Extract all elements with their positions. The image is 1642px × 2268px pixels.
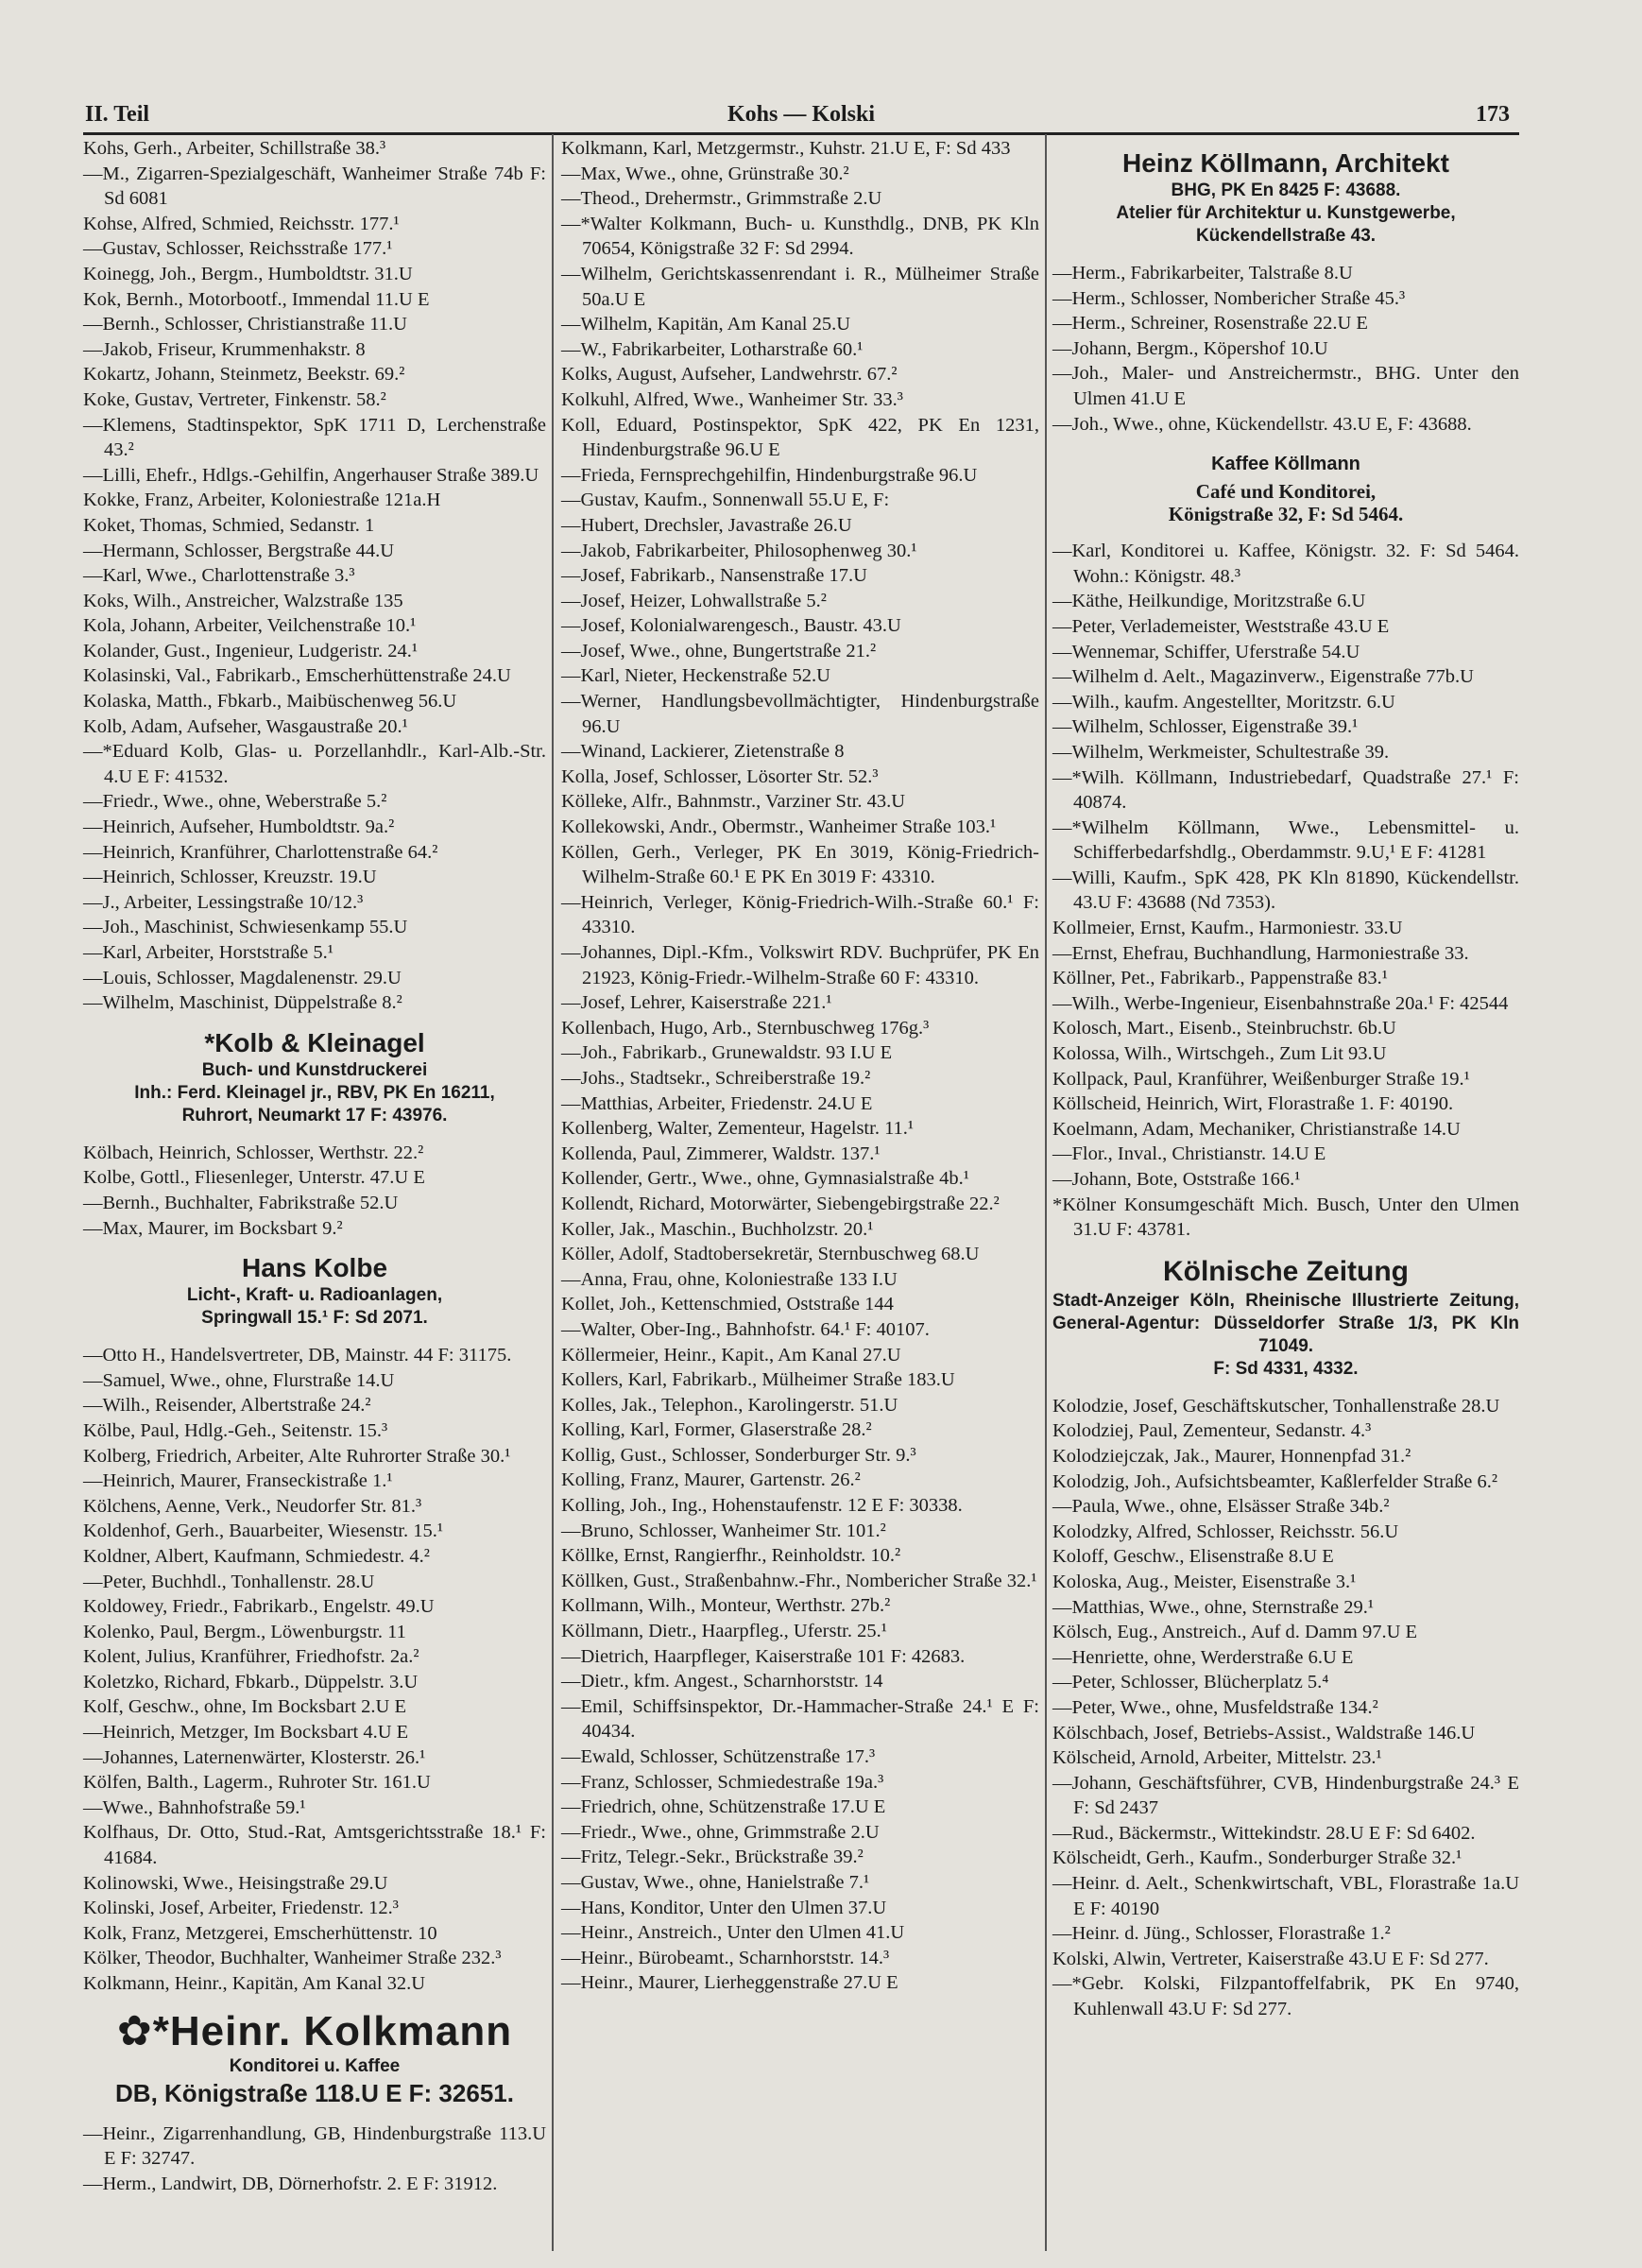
directory-entry: —Johs., Stadtsekr., Schreiberstraße 19.² <box>561 1067 871 1089</box>
directory-entry: Koloff, Geschw., Elisenstraße 8.U E <box>1052 1546 1334 1568</box>
directory-entry: Koks, Wilh., Anstreicher, Walzstraße 135 <box>83 590 403 611</box>
section-label: II. Teil <box>85 102 150 127</box>
directory-entry: Koldner, Albert, Kaufmann, Schmiedestr. 4.² <box>83 1545 430 1567</box>
directory-entry: —Wilhelm, Kapitän, Am Kanal 25.U <box>561 314 851 335</box>
directory-entry: —Emil, Schiffsinspektor, Dr.-Hammacher-Straße 24.¹ E F: 40434. <box>561 1695 1039 1743</box>
directory-entry: —Heinrich, Kranführer, Charlottenstraße 64.² <box>83 841 438 863</box>
advertisement-line: Kückendellstraße 43. <box>1195 226 1377 246</box>
column-divider <box>552 134 554 2251</box>
directory-entry: Kollpack, Paul, Kranführer, Weißenburger Straße 19.¹ <box>1052 1068 1470 1090</box>
directory-entry: —Heinr., Maurer, Lierheggenstraße 27.U E <box>561 1972 898 1994</box>
directory-entry: —Karl, Nieter, Heckenstraße 52.U <box>561 665 830 687</box>
directory-entry: —Fritz, Telegr.-Sekr., Brückstraße 39.² <box>561 1847 864 1868</box>
directory-entry: —Gustav, Wwe., ohne, Hanielstraße 7.¹ <box>561 1871 870 1893</box>
directory-entry: —Johannes, Dipl.-Kfm., Volkswirt RDV. Buchprüfer, PK En 21923, König-Friedr.-Wilhelm-Straße 60 F: 43310. <box>561 942 1039 988</box>
directory-entry: Kollmeier, Ernst, Kaufm., Harmoniestr. 33.U <box>1052 918 1403 939</box>
advertisement-title: ✿*Heinr. Kolkmann <box>116 2007 513 2054</box>
directory-entry: Kolla, Josef, Schlosser, Lösorter Str. 52.³ <box>561 765 879 787</box>
directory-entry: Kok, Bernh., Motorbootf., Immendal 11.U E <box>83 288 430 310</box>
directory-entry: —Heinr. d. Aelt., Schenkwirtschaft, VBL, Florastraße 1a.U E F: 40190 <box>1052 1873 1519 1919</box>
directory-entry: —Heinrich, Aufseher, Humboldtstr. 9a.² <box>83 816 395 838</box>
directory-entry: Koldowey, Friedr., Fabrikarb., Engelstr. 49.U <box>83 1596 435 1618</box>
directory-entry: Köller, Adolf, Stadtobersekretär, Sternbuschweg 68.U <box>561 1244 980 1265</box>
directory-entry: —Käthe, Heilkundige, Moritzstraße 6.U <box>1052 591 1366 612</box>
directory-entry: Koller, Jak., Maschin., Buchholzstr. 20.¹ <box>561 1218 874 1240</box>
advertisement-line: Buch- und Kunstdruckerei <box>201 1059 428 1080</box>
directory-entry: Kolodzig, Joh., Aufsichtsbeamter, Kaßlerfelder Straße 6.² <box>1052 1470 1497 1492</box>
directory-entry: Kolb, Adam, Aufseher, Wasgaustraße 20.¹ <box>83 715 408 737</box>
directory-entry: —Dietr., kfm. Angest., Scharnhorststr. 14 <box>561 1671 883 1692</box>
directory-column-3 <box>1052 136 1519 2022</box>
directory-entry: —Josef, Wwe., ohne, Bungertstraße 21.² <box>561 640 877 662</box>
directory-entry: Kölker, Theodor, Buchhalter, Wanheimer Straße 232.³ <box>83 1948 502 1969</box>
directory-entry: —W., Fabrikarbeiter, Lotharstraße 60.¹ <box>561 338 864 360</box>
directory-entry: —Lilli, Ehefr., Hdlgs.-Gehilfin, Angerhauser Straße 389.U <box>83 464 539 486</box>
directory-entry: —Gustav, Schlosser, Reichsstraße 177.¹ <box>83 238 393 260</box>
directory-entry: —Hermann, Schlosser, Bergstraße 44.U <box>83 540 395 561</box>
directory-entry: Kolossa, Wilh., Wirtschgeh., Zum Lit 93.U <box>1052 1043 1387 1065</box>
advertisement-line: BHG, PK En 8425 F: 43688. <box>1171 180 1401 200</box>
advertisement-kolb <box>83 1027 546 1127</box>
advertisement-line: Königstraße 32, F: Sd 5464. <box>1168 503 1404 526</box>
directory-entry: —Herm., Schreiner, Rosenstraße 22.U E <box>1052 313 1368 335</box>
directory-entry: Kola, Johann, Arbeiter, Veilchenstraße 10.¹ <box>83 615 417 637</box>
directory-entry: —Herm., Fabrikarbeiter, Talstraße 8.U <box>1052 263 1353 284</box>
directory-entry: Köllke, Ernst, Rangierfhr., Reinholdstr. 10.² <box>561 1545 901 1567</box>
advertisement-line: Atelier für Architektur u. Kunstgewerbe, <box>1116 203 1456 223</box>
directory-entry: —Joh., Wwe., ohne, Kückendellstr. 43.U E, F: 43688. <box>1052 413 1472 435</box>
directory-entry: Kollekowski, Andr., Obermstr., Wanheimer Straße 103.¹ <box>561 816 997 838</box>
directory-entry: Kolent, Julius, Kranführer, Friedhofstr. 2a.² <box>83 1646 419 1668</box>
directory-entry: Kölbe, Paul, Hdlg.-Geh., Seitenstr. 15.³ <box>83 1419 388 1441</box>
directory-entry: Kolfhaus, Dr. Otto, Stud.-Rat, Amtsgerichtsstraße 18.¹ F: 41684. <box>83 1822 546 1869</box>
directory-entry: Kollmann, Wilh., Monteur, Werthstr. 27b.² <box>561 1595 891 1617</box>
directory-entry: —Jakob, Friseur, Krummenhakstr. 8 <box>83 338 366 360</box>
directory-entry: —Joh., Fabrikarb., Grunewaldstr. 93 I.U E <box>561 1042 893 1064</box>
advertisement-line: Konditorei u. Kaffee <box>229 2055 401 2076</box>
directory-entry: —Franz, Schlosser, Schmiedestraße 19a.³ <box>561 1771 884 1793</box>
advertisement-line: F: Sd 4331, 4332. <box>1213 1358 1359 1379</box>
directory-entry: Kölsch, Eug., Anstreich., Auf d. Damm 97.U E <box>1052 1622 1418 1643</box>
directory-entry: —Wwe., Bahnhofstraße 59.¹ <box>83 1796 306 1818</box>
advertisement-kolkmann <box>83 2008 546 2108</box>
directory-entry: —Joh., Maschinist, Schwiesenkamp 55.U <box>83 917 408 938</box>
directory-entry: —Max, Wwe., ohne, Grünstraße 30.² <box>561 163 849 184</box>
directory-entry: Köllken, Gust., Straßenbahnw.-Fhr., Nombericher Straße 32.¹ <box>561 1570 1037 1591</box>
directory-entry: —Josef, Heizer, Lohwallstraße 5.² <box>561 590 827 611</box>
advertisement-title: Heinz Köllmann, Architekt <box>1122 148 1449 178</box>
directory-entry: Kollender, Gertr., Wwe., ohne, Gymnasialstraße 4b.¹ <box>561 1168 969 1190</box>
directory-entry: —Karl, Wwe., Charlottenstraße 3.³ <box>83 565 355 587</box>
directory-entry: —Theod., Drehermstr., Grimmstraße 2.U <box>561 188 882 210</box>
directory-column-2 <box>561 136 1039 1996</box>
directory-entry: —Jakob, Fabrikarbeiter, Philosophenweg 30.¹ <box>561 540 917 561</box>
directory-entry: —Paula, Wwe., ohne, Elsässer Straße 34b.² <box>1052 1496 1390 1518</box>
directory-entry: —Wilhelm, Gerichtskassenrendant i. R., Mülheimer Straße 50a.U E <box>561 263 1039 310</box>
directory-entry: —Josef, Lehrer, Kaiserstraße 221.¹ <box>561 992 832 1014</box>
directory-entry: Kolosch, Mart., Eisenb., Steinbruchstr. 6b.U <box>1052 1018 1396 1040</box>
directory-entry: Kolberg, Friedrich, Arbeiter, Alte Ruhrorter Straße 30.¹ <box>83 1445 511 1467</box>
directory-entry: Kolski, Alwin, Vertreter, Kaiserstraße 43.U E F: Sd 277. <box>1052 1948 1489 1969</box>
directory-entry: —Gustav, Kaufm., Sonnenwall 55.U E, F: <box>561 490 890 511</box>
directory-entry: —Heinr., Anstreich., Unter den Ulmen 41.U <box>561 1922 905 1944</box>
directory-entry: Kokartz, Johann, Steinmetz, Beekstr. 69.² <box>83 364 405 386</box>
directory-entry: Kölscheid, Arnold, Arbeiter, Mittelstr. 23.¹ <box>1052 1747 1382 1769</box>
directory-entry: —Henriette, ohne, Werderstraße 6.U E <box>1052 1646 1354 1668</box>
directory-entry: —Louis, Schlosser, Magdalenenstr. 29.U <box>83 967 402 988</box>
directory-entry: —Bernh., Schlosser, Christianstraße 11.U <box>83 314 407 335</box>
advertisement-line: Stadt-Anzeiger Köln, Rheinische Illustrierte Zeitung, General-Agentur: Düsseldorfer Straße 1/3, PK Kln 71049. <box>1052 1290 1519 1356</box>
directory-entry: Kolodziejczak, Jak., Maurer, Honnenpfad 31.² <box>1052 1445 1411 1467</box>
advertisement-title: Hans Kolbe <box>241 1253 388 1283</box>
directory-entry: —Wilhelm, Schlosser, Eigenstraße 39.¹ <box>1052 716 1359 738</box>
directory-entry: —Hubert, Drechsler, Javastraße 26.U <box>561 514 852 536</box>
directory-entry: —Frieda, Fernsprechgehilfin, Hindenburgstraße 96.U <box>561 464 978 486</box>
directory-entry: —M., Zigarren-Spezialgeschäft, Wanheimer Straße 74b F: Sd 6081 <box>83 163 546 210</box>
directory-entry: —Matthias, Arbeiter, Friedenstr. 24.U E <box>561 1092 873 1114</box>
directory-entry: —Peter, Schlosser, Blücherplatz 5.⁴ <box>1052 1672 1329 1693</box>
directory-entry: —Johann, Bote, Oststraße 166.¹ <box>1052 1169 1301 1190</box>
directory-entry: —Ernst, Ehefrau, Buchhandlung, Harmoniestraße 33. <box>1052 942 1469 964</box>
advertisement-title: *Kolb & Kleinagel <box>204 1027 425 1057</box>
page-header <box>83 91 1519 135</box>
directory-entry: —*Gebr. Kolski, Filzpantoffelfabrik, PK En 9740, Kuhlenwall 43.U F: Sd 277. <box>1052 1973 1519 2020</box>
directory-entry: —Bruno, Schlosser, Wanheimer Str. 101.² <box>561 1520 886 1541</box>
directory-entry: —Johann, Geschäftsführer, CVB, Hindenburgstraße 24.³ E F: Sd 2437 <box>1052 1772 1519 1819</box>
directory-entry: Kolf, Geschw., ohne, Im Bocksbart 2.U E <box>83 1696 406 1718</box>
directory-entry: —Karl, Konditorei u. Kaffee, Königstr. 32. F: Sd 5464. Wohn.: Königstr. 48.³ <box>1052 541 1519 587</box>
directory-entry: —*Eduard Kolb, Glas- u. Porzellanhdlr., Karl-Alb.-Str. 4.U E F: 41532. <box>83 741 546 787</box>
directory-entry: —Peter, Wwe., ohne, Musfeldstraße 134.² <box>1052 1696 1378 1718</box>
directory-entry: —*Wilh. Köllmann, Industriebedarf, Quadstraße 27.¹ F: 40874. <box>1052 766 1519 814</box>
directory-entry: Kölscheidt, Gerh., Kaufm., Sonderburger Straße 32.¹ <box>1052 1847 1462 1869</box>
directory-entry: —Wilhelm, Maschinist, Düppelstraße 8.² <box>83 992 402 1014</box>
directory-entry: Koldenhof, Gerh., Bauarbeiter, Wiesenstr. 15.¹ <box>83 1521 443 1542</box>
directory-entry: Kohs, Gerh., Arbeiter, Schillstraße 38.³ <box>83 138 386 159</box>
directory-entry: Koelmann, Adam, Mechaniker, Christianstraße 14.U <box>1052 1118 1461 1140</box>
directory-column-1 <box>83 136 546 2196</box>
directory-entry: —Friedr., Wwe., ohne, Weberstraße 5.² <box>83 791 387 813</box>
directory-entry: —Karl, Arbeiter, Horststraße 5.¹ <box>83 942 334 963</box>
directory-entry: —*Walter Kolkmann, Buch- u. Kunsthdlg., DNB, PK Kln 70654, Königstraße 32 F: Sd 2994. <box>561 213 1039 260</box>
directory-entry: Kollendt, Richard, Motorwärter, Siebengebirgstraße 22.² <box>561 1193 1000 1214</box>
directory-entry: Kolander, Gust., Ingenieur, Ludgeristr. 24.¹ <box>83 640 419 662</box>
directory-entry: Kolasinski, Val., Fabrikarb., Emscherhüttenstraße 24.U <box>83 665 511 687</box>
directory-entry: Kolkuhl, Alfred, Wwe., Wanheimer Str. 33.³ <box>561 388 903 410</box>
directory-entry: Kollenda, Paul, Zimmerer, Waldstr. 137.¹ <box>561 1143 881 1164</box>
directory-entry: —Wilhelm d. Aelt., Magazinverw., Eigenstraße 77b.U <box>1052 666 1474 688</box>
directory-entry: —Heinr., Bürobeamt., Scharnhorststr. 14.³ <box>561 1947 890 1968</box>
directory-entry: Kolenko, Paul, Bergm., Löwenburgstr. 11 <box>83 1621 406 1642</box>
directory-entry: Kollers, Karl, Fabrikarb., Mülheimer Straße 183.U <box>561 1369 955 1391</box>
directory-entry: Kolkmann, Heinr., Kapitän, Am Kanal 32.U <box>83 1973 426 1994</box>
directory-entry: Kollenberg, Walter, Zementeur, Hagelstr. 11.¹ <box>561 1118 915 1140</box>
column-divider <box>1045 134 1047 2251</box>
directory-entry: —Heinr., Zigarrenhandlung, GB, Hindenburgstraße 113.U E F: 32747. <box>83 2122 546 2170</box>
directory-entry: —Flor., Inval., Christianstr. 14.U E <box>1052 1143 1326 1165</box>
directory-entry: Köllner, Pet., Fabrikarb., Pappenstraße 83.¹ <box>1052 968 1388 989</box>
directory-entry: —J., Arbeiter, Lessingstraße 10/12.³ <box>83 891 364 913</box>
advertisement-cafe <box>1052 448 1519 525</box>
directory-entry: —Herm., Landwirt, DB, Dörnerhofstr. 2. E F: 31912. <box>83 2173 498 2194</box>
advertisement-zeitung <box>1052 1254 1519 1381</box>
directory-entry: —Herm., Schlosser, Nombericher Straße 45.³ <box>1052 287 1406 309</box>
directory-entry: Koke, Gustav, Vertreter, Finkenstr. 58.² <box>83 388 386 410</box>
directory-entry: Kolling, Karl, Former, Glaserstraße 28.² <box>561 1419 872 1441</box>
directory-entry: —Heinrich, Metzger, Im Bocksbart 4.U E <box>83 1722 409 1744</box>
directory-entry: Koket, Thomas, Schmied, Sedanstr. 1 <box>83 514 375 536</box>
directory-entry: —Heinrich, Maurer, Franseckistraße 1.¹ <box>83 1470 393 1492</box>
directory-entry: Köllscheid, Heinrich, Wirt, Florastraße 1. F: 40190. <box>1052 1093 1454 1115</box>
directory-entry: Koloska, Aug., Meister, Eisenstraße 3.¹ <box>1052 1571 1357 1592</box>
directory-entry: Köllermeier, Heinr., Kapit., Am Kanal 27.U <box>561 1344 901 1366</box>
directory-entry: Kölchens, Aenne, Verk., Neudorfer Str. 81.³ <box>83 1495 422 1517</box>
directory-entry: —Johannes, Laternenwärter, Klosterstr. 26.¹ <box>83 1746 426 1768</box>
directory-entry: Kollig, Gust., Schlosser, Sonderburger Str. 9.³ <box>561 1444 916 1466</box>
directory-entry: —Otto H., Handelsvertreter, DB, Mainstr. 44 F: 31175. <box>83 1345 512 1366</box>
directory-entry: —Anna, Frau, ohne, Koloniestraße 133 I.U <box>561 1268 898 1290</box>
directory-entry: —Johann, Bergm., Köpershof 10.U <box>1052 337 1328 359</box>
directory-entry: —Peter, Verlademeister, Weststraße 43.U E <box>1052 615 1390 637</box>
advertisement-line: Licht-, Kraft- u. Radioanlagen, <box>186 1285 443 1306</box>
advertisement-line: DB, Königstraße 118.U E F: 32651. <box>115 2078 514 2107</box>
page-number: 173 <box>1476 102 1510 127</box>
directory-entry: —Bernh., Buchhalter, Fabrikstraße 52.U <box>83 1192 399 1213</box>
directory-entry: Kolks, August, Aufseher, Landwehrstr. 67.² <box>561 364 898 386</box>
directory-entry: —Dietrich, Haarpfleger, Kaiserstraße 101 F: 42683. <box>561 1645 966 1667</box>
directory-entry: —Winand, Lackierer, Zietenstraße 8 <box>561 741 845 763</box>
directory-entry: Köllen, Gerh., Verleger, PK En 3019, König-Friedrich-Wilhelm-Straße 60.¹ E PK En 3019 F: 43310. <box>561 841 1039 888</box>
directory-entry: Kolinski, Josef, Arbeiter, Friedenstr. 12.³ <box>83 1898 399 1919</box>
directory-entry: —Friedr., Wwe., ohne, Grimmstraße 2.U <box>561 1821 880 1843</box>
directory-entry: Koletzko, Richard, Fbkarb., Düppelstr. 3.U <box>83 1671 419 1692</box>
advertisement-kolbe <box>83 1252 546 1330</box>
directory-entry: Kolodziej, Paul, Zementeur, Sedanstr. 4.³ <box>1052 1420 1372 1442</box>
directory-entry: Kollenbach, Hugo, Arb., Sternbuschweg 176g.³ <box>561 1017 930 1039</box>
directory-entry: Kölbach, Heinrich, Schlosser, Werthstr. 22.² <box>83 1142 424 1163</box>
advertisement-line: Café und Konditorei, <box>1195 480 1377 504</box>
directory-entry: Koinegg, Joh., Bergm., Humboldtstr. 31.U <box>83 263 413 284</box>
directory-entry: Kolaska, Matth., Fbkarb., Maibüschenweg 56.U <box>83 691 457 713</box>
directory-entry: —Walter, Ober-Ing., Bahnhofstr. 64.¹ F: 40107. <box>561 1318 930 1340</box>
directory-entry: —Max, Maurer, im Bocksbart 9.² <box>83 1217 343 1239</box>
directory-entry: —Willi, Kaufm., SpK 428, PK Kln 81890, Kückendellstr. 43.U F: 43688 (Nd 7353). <box>1052 867 1519 914</box>
directory-entry: —Ewald, Schlosser, Schützenstraße 17.³ <box>561 1746 876 1767</box>
directory-entry: Kölschbach, Josef, Betriebs-Assist., Waldstraße 146.U <box>1052 1722 1476 1744</box>
directory-entry: Koll, Eduard, Postinspektor, SpK 422, PK En 1231, Hindenburgstraße 96.U E <box>561 414 1039 461</box>
directory-entry: Köllmann, Dietr., Haarpfleg., Uferstr. 25.¹ <box>561 1621 887 1642</box>
directory-entry: Kolodzky, Alfred, Schlosser, Reichsstr. 56.U <box>1052 1521 1399 1542</box>
directory-entry: —Matthias, Wwe., ohne, Sternstraße 29.¹ <box>1052 1596 1374 1618</box>
advertisement-title: Kölnische Zeitung <box>1162 1255 1409 1287</box>
directory-entry: Kolles, Jak., Telephon., Karolingerstr. 51.U <box>561 1394 898 1416</box>
directory-entry: —*Wilhelm Köllmann, Wwe., Lebensmittel- u. Schifferbedarfshdlg., Oberdammstr. 9.U,¹ E F: 41281 <box>1052 816 1519 864</box>
directory-entry: —Wilh., kaufm. Angestellter, Moritzstr. 6.U <box>1052 691 1395 713</box>
directory-entry: —Hans, Konditor, Unter den Ulmen 37.U <box>561 1897 887 1918</box>
directory-entry: —Heinrich, Verleger, König-Friedrich-Wilh.-Straße 60.¹ F: 43310. <box>561 891 1039 938</box>
directory-entry: —Klemens, Stadtinspektor, SpK 1711 D, Lerchenstraße 43.² <box>83 414 546 461</box>
advertisement-line: Springwall 15.¹ F: Sd 2071. <box>201 1308 428 1329</box>
directory-entry: —Wilh., Werbe-Ingenieur, Eisenbahnstraße 20a.¹ F: 42544 <box>1052 992 1509 1014</box>
advertisement-line: Inh.: Ferd. Kleinagel jr., RBV, PK En 16211, <box>134 1082 495 1103</box>
directory-entry: Kolling, Franz, Maurer, Gartenstr. 26.² <box>561 1469 861 1491</box>
page-range-title: Kohs — Kolski <box>727 102 876 127</box>
directory-entry: Kolling, Joh., Ing., Hohenstaufenstr. 12 E F: 30338. <box>561 1495 963 1517</box>
directory-entry: Kokke, Franz, Arbeiter, Koloniestraße 121a.H <box>83 490 441 511</box>
directory-entry: —Wennemar, Schiffer, Uferstraße 54.U <box>1052 641 1360 662</box>
directory-entry: Kölleke, Alfr., Bahnmstr., Varziner Str. 43.U <box>561 791 906 813</box>
directory-entry: —Peter, Buchhdl., Tonhallenstr. 28.U <box>83 1571 375 1592</box>
directory-entry: —Friedrich, ohne, Schützenstraße 17.U E <box>561 1796 886 1818</box>
directory-entry: Kölfen, Balth., Lagerm., Ruhroter Str. 161.U <box>83 1772 431 1794</box>
directory-entry: —Josef, Kolonialwarengesch., Baustr. 43.U <box>561 615 901 637</box>
directory-entry: —Werner, Handlungsbevollmächtigter, Hindenburgstraße 96.U <box>561 691 1039 737</box>
directory-entry: —Wilh., Reisender, Albertstraße 24.² <box>83 1395 371 1417</box>
directory-entry: —Samuel, Wwe., ohne, Flurstraße 14.U <box>83 1369 395 1391</box>
directory-entry: —Josef, Fabrikarb., Nansenstraße 17.U <box>561 565 867 587</box>
directory-entry: *Kölner Konsumgeschäft Mich. Busch, Unter den Ulmen 31.U F: 43781. <box>1052 1194 1519 1241</box>
directory-entry: Kolodzie, Josef, Geschäftskutscher, Tonhallenstraße 28.U <box>1052 1395 1500 1417</box>
directory-entry: Kolk, Franz, Metzgerei, Emscherhüttenstr. 10 <box>83 1922 437 1944</box>
advertisement-title: Kaffee Köllmann <box>1211 454 1360 475</box>
directory-entry: Kolbe, Gottl., Fliesenleger, Unterstr. 47.U E <box>83 1167 425 1189</box>
directory-entry: Kohse, Alfred, Schmied, Reichsstr. 177.¹ <box>83 213 400 234</box>
directory-entry: —Heinr. d. Jüng., Schlosser, Florastraße 1.² <box>1052 1923 1391 1945</box>
directory-entry: Kolinowski, Wwe., Heisingstraße 29.U <box>83 1872 388 1894</box>
advertisement-line: Ruhrort, Neumarkt 17 F: 43976. <box>181 1105 448 1125</box>
directory-entry: Kolkmann, Karl, Metzgermstr., Kuhstr. 21.U E, F: Sd 433 <box>561 138 1011 159</box>
directory-entry: —Wilhelm, Werkmeister, Schultestraße 39. <box>1052 741 1390 763</box>
directory-entry: —Joh., Maler- und Anstreichermstr., BHG. Unter den Ulmen 41.U E <box>1052 363 1519 409</box>
directory-entry: —Heinrich, Schlosser, Kreuzstr. 19.U <box>83 867 377 888</box>
advertisement-architekt <box>1052 147 1519 248</box>
directory-entry: —Rud., Bäckermstr., Wittekindstr. 28.U E F: Sd 6402. <box>1052 1822 1476 1844</box>
directory-entry: Kollet, Joh., Kettenschmied, Oststraße 144 <box>561 1294 894 1315</box>
